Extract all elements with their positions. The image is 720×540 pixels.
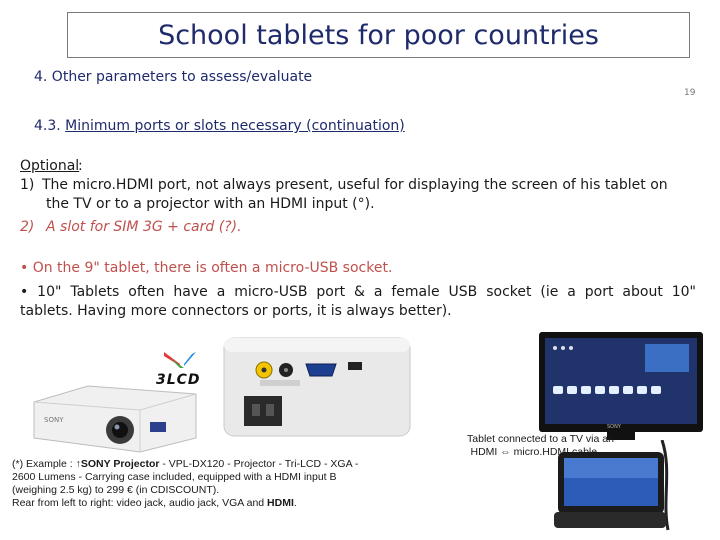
list-item-2-text: A slot for SIM 3G + card (?). bbox=[46, 219, 242, 235]
subsection-number: 4.3. bbox=[34, 118, 66, 134]
projector-caption bbox=[12, 458, 422, 510]
list-item-1 bbox=[20, 176, 700, 195]
projector-rear-photo bbox=[222, 332, 412, 440]
caption-prefix: (*) Example : ↑ bbox=[12, 458, 81, 470]
list-item-2-number: 2) bbox=[20, 219, 35, 235]
optional-label bbox=[20, 157, 79, 176]
bullet-2: • 10" Tablets often have a micro-USB port & a female USB socket (ie a port about 10" bbox=[20, 284, 696, 300]
list-item-2 bbox=[20, 218, 242, 237]
optional-label-text: Optional bbox=[20, 158, 80, 174]
tv-caption bbox=[448, 433, 633, 459]
optional-colon: : bbox=[78, 158, 83, 174]
bullet-1: • On the 9" tablet, there is often a micro-USB socket. bbox=[20, 260, 393, 276]
title-box bbox=[67, 12, 690, 58]
caption-line4-end: . bbox=[293, 497, 297, 509]
projector-caption-line4 bbox=[12, 497, 422, 510]
page-number: 19 bbox=[684, 88, 696, 98]
tv-brand: SONY bbox=[607, 424, 621, 430]
list-item-1-number: 1) bbox=[20, 177, 35, 193]
svg-text:SONY: SONY bbox=[44, 416, 64, 424]
list-item-1-line2: the TV or to a projector with an HDMI input (°). bbox=[46, 196, 375, 212]
subsection-title: Minimum ports or slots necessary (continuation) bbox=[65, 118, 405, 134]
subsection-heading bbox=[34, 118, 405, 134]
projector-caption-line1 bbox=[12, 458, 422, 471]
caption-line4-prefix: Rear from left to right: video jack, audio jack, VGA and bbox=[12, 497, 268, 509]
tv-caption-line1: Tablet connected to a TV via an bbox=[467, 433, 614, 445]
3lcd-logo-text: 3LCD bbox=[156, 372, 201, 388]
list-item-1-line1: The micro.HDMI port, not always present, useful for displaying the screen of his tablet on bbox=[42, 177, 668, 193]
projector-front-photo bbox=[28, 380, 198, 454]
tv-photo bbox=[537, 330, 705, 442]
caption-product: SONY Projector bbox=[80, 458, 160, 470]
bullet-2-line2: tablets. Having more connectors or ports, it is always better). bbox=[20, 303, 452, 319]
caption-line4-bold: HDMI bbox=[267, 497, 294, 509]
tv-caption-line2: HDMI ⇔ micro.HDMI cable → bbox=[470, 446, 611, 458]
page-title: School tablets for poor countries bbox=[158, 19, 599, 51]
section-heading: 4. Other parameters to assess/evaluate bbox=[34, 69, 313, 85]
projector-caption-line3: (weighing 2.5 kg) to 299 € (in CDISCOUNT). bbox=[12, 484, 220, 496]
projector-caption-line2: 2600 Lumens - Carrying case included, equipped with a HDMI input B bbox=[12, 471, 337, 483]
caption-line1-rest: - VPL-DX120 - Projector - Tri-LCD - XGA - bbox=[159, 458, 359, 470]
